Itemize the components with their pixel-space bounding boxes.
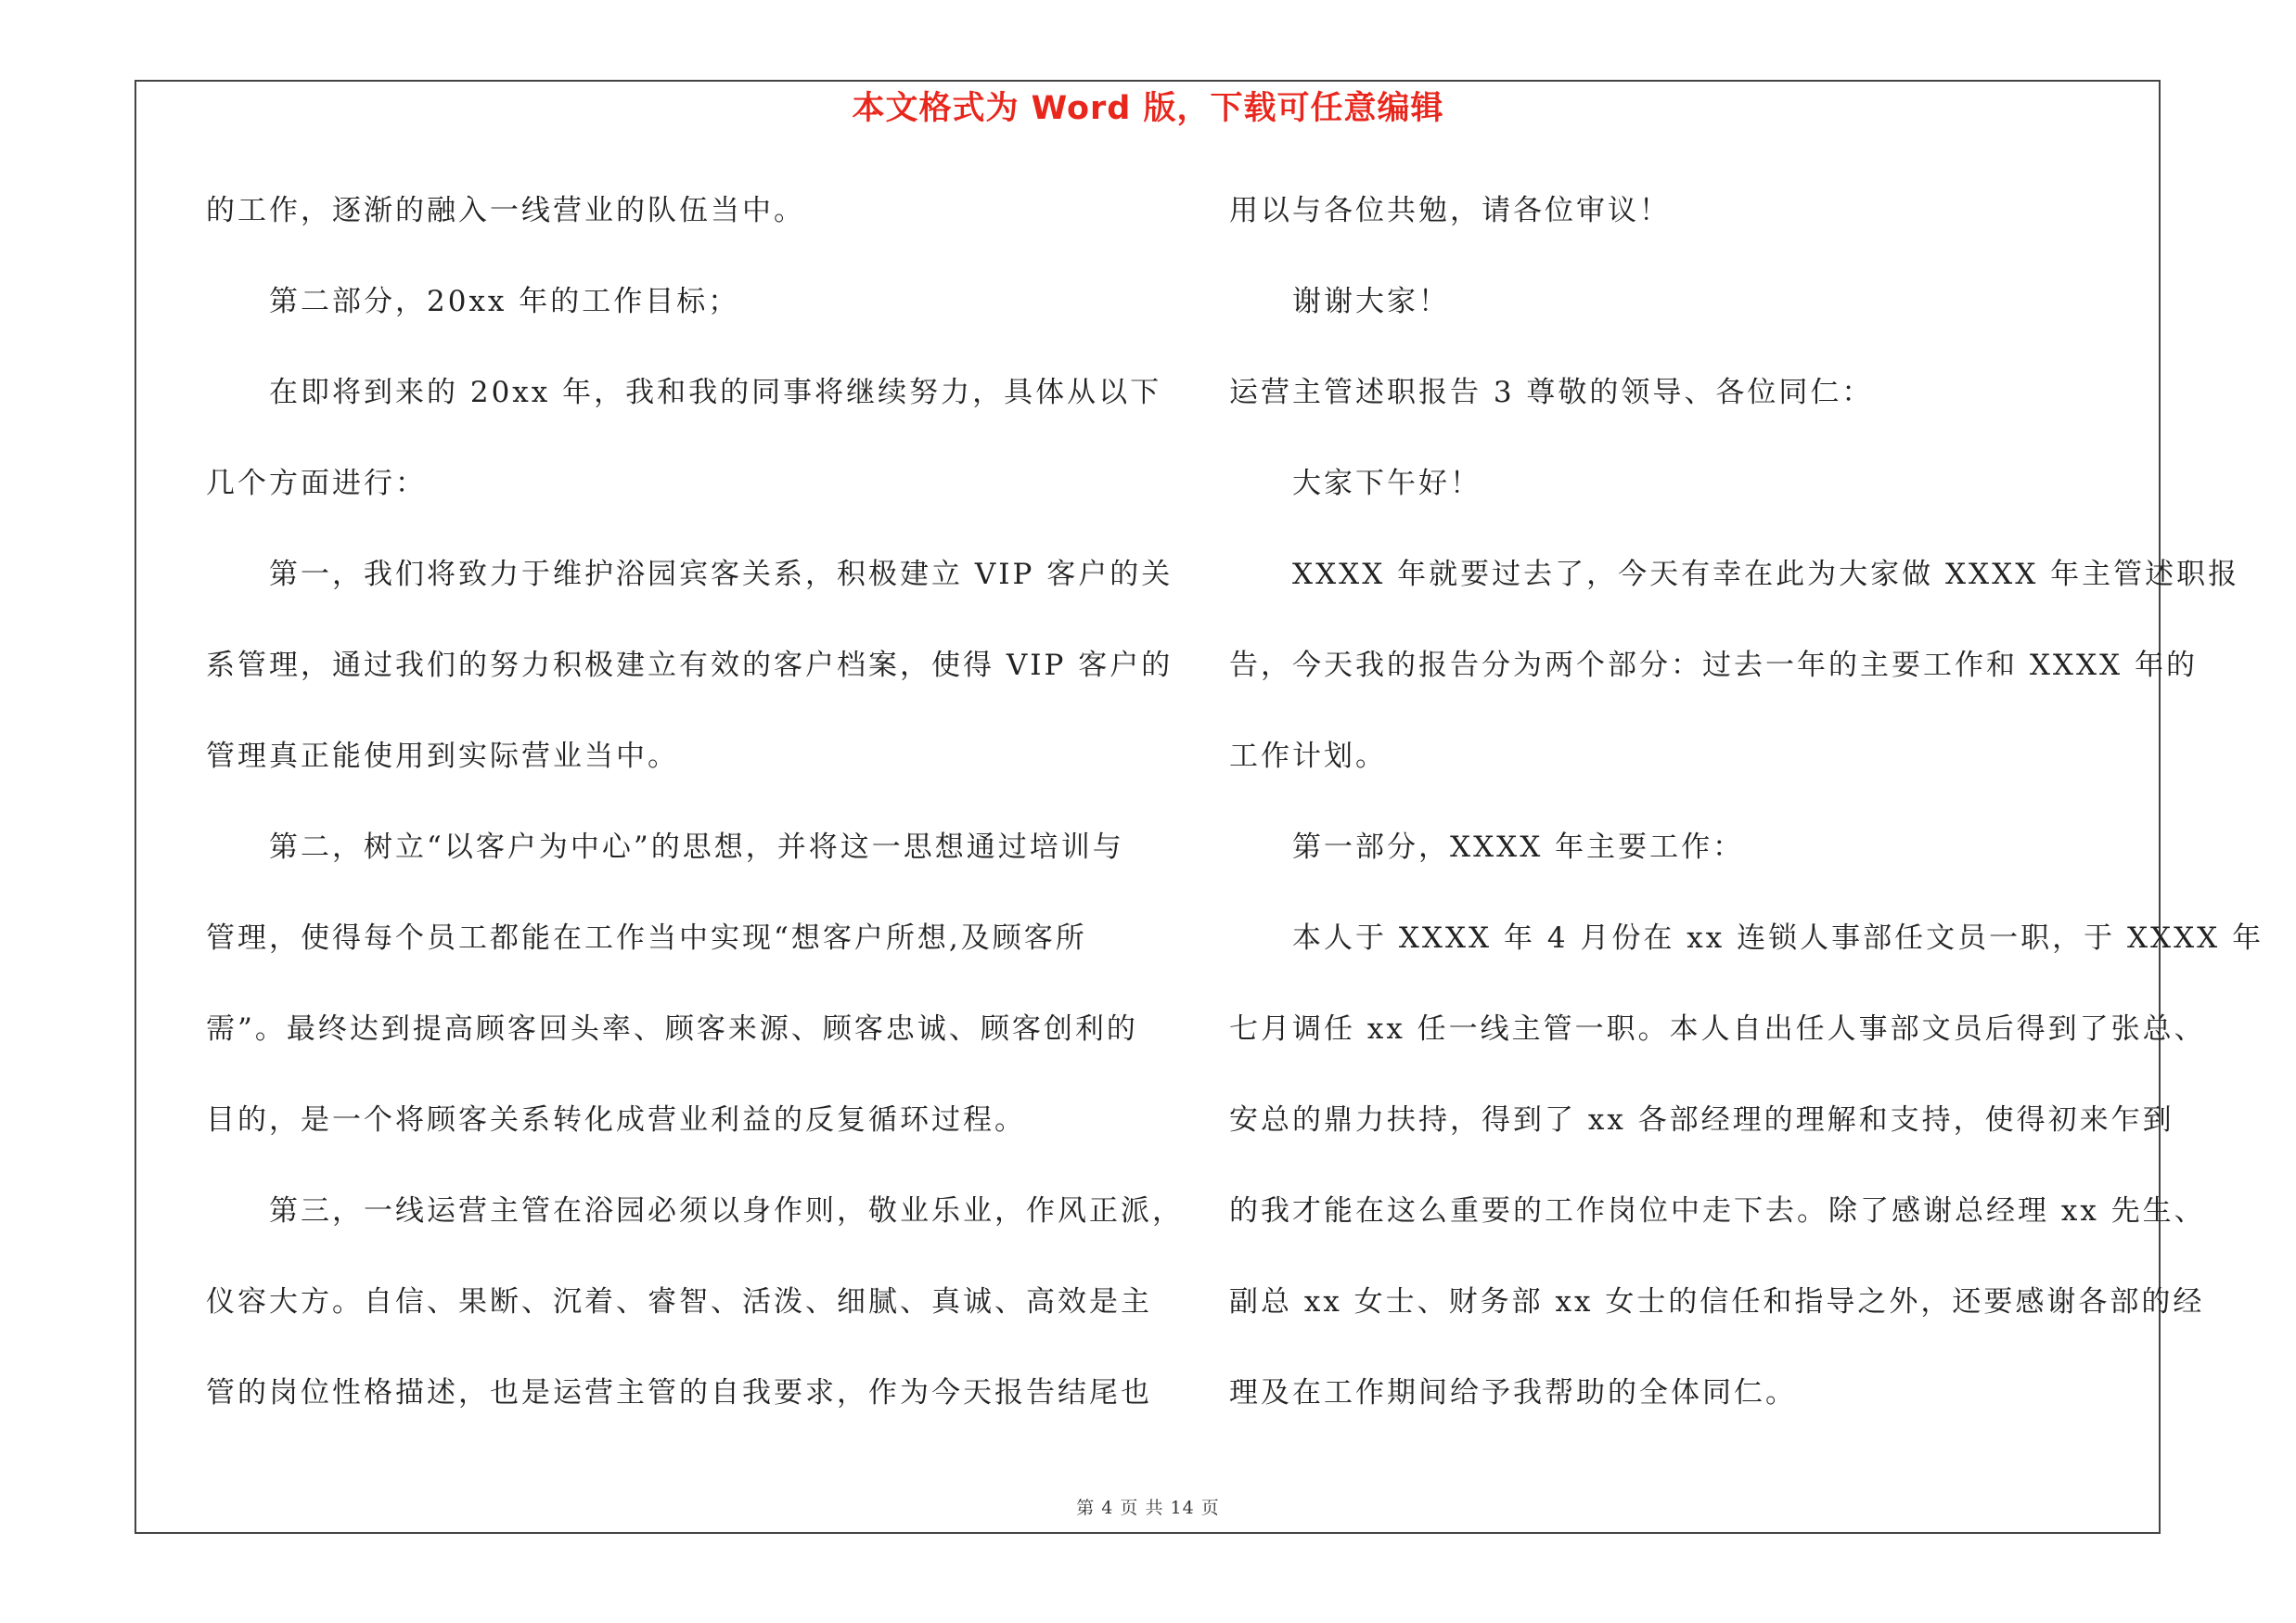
text-line: 管理真正能使用到实际营业当中。: [206, 740, 679, 773]
text-line: 本人于 XXXX 年 4 月份在 xx 连锁人事部任文员一职，于 XXXX 年: [1292, 921, 2264, 955]
text-line: 工作计划。: [1229, 740, 1387, 773]
text-line: 第三，一线运营主管在浴园必须以身作则，敬业乐业，作风正派，: [269, 1194, 1184, 1228]
text-line: XXXX 年就要过去了，今天有幸在此为大家做 XXXX 年主管述职报: [1292, 558, 2240, 591]
text-line: 运营主管述职报告 3 尊敬的领导、各位同仁：: [1229, 376, 1874, 409]
text-line: 第二，树立“以客户为中心”的思想，并将这一思想通过培训与: [269, 831, 1124, 864]
text-line: 的工作，逐渐的融入一线营业的队伍当中。: [206, 194, 805, 227]
text-line: 仪容大方。自信、果断、沉着、睿智、活泼、细腻、真诚、高效是主: [206, 1285, 1152, 1319]
text-line: 在即将到来的 20xx 年，我和我的同事将继续努力，具体从以下: [269, 376, 1162, 409]
text-line: 谢谢大家！: [1292, 285, 1450, 318]
text-line: 第一，我们将致力于维护浴园宾客关系，积极建立 VIP 客户的关: [269, 558, 1174, 591]
text-line: 目的，是一个将顾客关系转化成营业利益的反复循环过程。: [206, 1103, 1026, 1137]
text-line: 大家下午好！: [1292, 467, 1481, 500]
text-line: 安总的鼎力扶持，得到了 xx 各部经理的理解和支持，使得初来乍到: [1229, 1103, 2174, 1137]
text-line: 第一部分，XXXX 年主要工作：: [1292, 831, 1745, 864]
text-line: 七月调任 xx 任一线主管一职。本人自出任人事部文员后得到了张总、: [1229, 1012, 2206, 1046]
word-format-banner: 本文格式为 Word 版，下载可任意编辑: [852, 90, 1444, 127]
page-number-footer: 第 4 页 共 14 页: [1076, 1498, 1220, 1518]
left-text-column: [206, 183, 1184, 1456]
text-line: 副总 xx 女士、财务部 xx 女士的信任和指导之外，还要感谢各部的经: [1229, 1285, 2205, 1319]
text-line: 系管理，通过我们的努力积极建立有效的客户档案，使得 VIP 客户的: [206, 649, 1174, 682]
text-line: 管的岗位性格描述，也是运营主管的自我要求，作为今天报告结尾也: [206, 1376, 1152, 1410]
text-line: 理及在工作期间给予我帮助的全体同仁。: [1229, 1376, 1797, 1410]
text-line: 告，今天我的报告分为两个部分：过去一年的主要工作和 XXXX 年的: [1229, 649, 2198, 682]
text-line: 第二部分，20xx 年的工作目标；: [269, 285, 740, 318]
right-text-column: [1229, 183, 2264, 1456]
text-line: 需”。最终达到提高顾客回头率、顾客来源、顾客忠诚、顾客创利的: [206, 1012, 1138, 1046]
text-line: 的我才能在这么重要的工作岗位中走下去。除了感谢总经理 xx 先生、: [1229, 1194, 2206, 1228]
text-line: 用以与各位共勉，请各位审议！: [1229, 194, 1671, 227]
text-line: 几个方面进行：: [206, 467, 427, 500]
text-line: 管理，使得每个员工都能在工作当中实现“想客户所想,及顾客所: [206, 921, 1087, 955]
